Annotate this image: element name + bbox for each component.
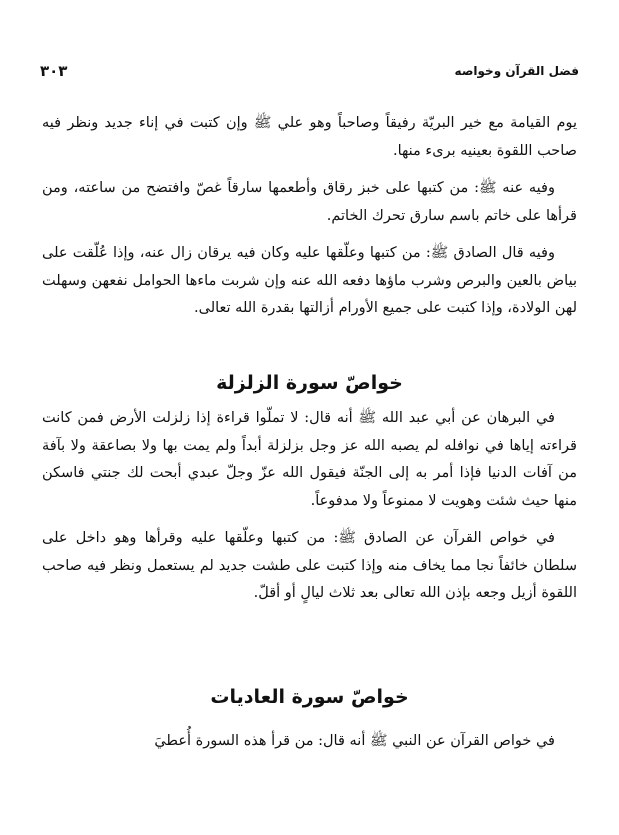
text-block-zalzala — [42, 405, 577, 608]
text-block-adiyat — [42, 728, 577, 756]
paragraph: في خواص القرآن عن النبي ﷺ أنه قال: من قرأ هذه السورة أُعطيَ — [154, 733, 555, 749]
paragraph: وفيه قال الصادق ﷺ: من كتبها وعلّقها عليه وكان فيه يرقان زال عنه، وإذا عُلّقت على بياض بالعين والبرص وشرب ماؤها دفعه الله عنه وإن شربت ماءها الحوامل نفعهن وسهلت لهن الولادة، وإذا كتبت على جميع الأورام أزالتها بقدرة الله تعالى. — [42, 245, 577, 316]
running-title: فضل القرآن وخواصه — [454, 64, 579, 78]
paragraph: وفيه عنه ﷺ: من كتبها على خبز رقاق وأطعمها سارقاً غصّ وافتضح من ساعته، ومن قرأها على خاتم باسم سارق تحرك الخاتم. — [42, 180, 577, 224]
text-block-top — [42, 110, 577, 323]
page-header — [40, 62, 579, 84]
section-heading: خواصّ سورة الزلزلة — [216, 372, 403, 394]
paragraph: في البرهان عن أبي عبد الله ﷺ أنه قال: لا تملّوا قراءة إذا زلزلت الأرض فمن كانت قراءته إياها في نوافله لم يصبه الله عز وجل بزلزلة أبداً ولم يمت بها ولا بصاعقة ولا بآفة من آفات الدنيا فإذا أمر به إلى الجنّة فيقول الله عزّ وجلّ عبدي أبحت لك جنتي فاسكن منها حيث شئت وهويت لا ممنوعاً ولا مدفوعاً. — [42, 410, 577, 509]
section-heading: خواصّ سورة العاديات — [210, 686, 409, 708]
paragraph: في خواص القرآن عن الصادق ﷺ: من كتبها وعلّقها عليه وقرأها وهو داخل على سلطان خائفاً نجا مما يخاف منه وإذا كتبت على طشت جديد لم يستعمل ونظر فيه صاحب اللقوة أزيل وجعه بإذن الله تعالى بعد ثلاث ليالٍ أو أقلّ. — [42, 530, 577, 601]
paragraph: يوم القيامة مع خير البريّة رفيقاً وصاحباً وهو علي ﷺ وإن كتبت في إناء جديد ونظر فيه صاحب اللقوة بعينيه برىء منها. — [42, 115, 577, 159]
page-number: ٣٠٣ — [40, 62, 68, 80]
